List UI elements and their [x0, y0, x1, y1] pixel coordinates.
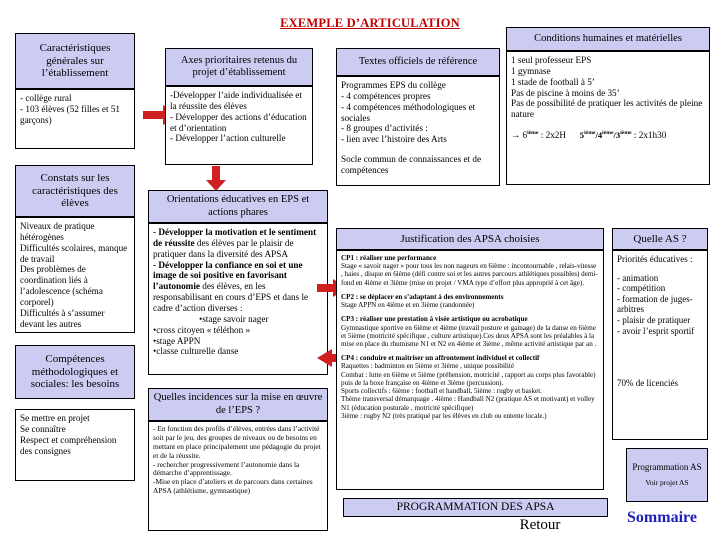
conditions-header: Conditions humaines et matérielles — [506, 27, 710, 51]
incidences-body — [148, 421, 328, 531]
textes-line: - 4 compétences méthodologiques et sociales — [341, 101, 476, 123]
horaire-sup: ième — [584, 130, 596, 137]
orientations-bullet: •stage savoir nager — [199, 313, 269, 324]
constats-body — [15, 217, 135, 333]
constats-line: Des problèmes de coordination liés à l’adolescence (schéma corporel) — [20, 264, 103, 308]
horaire-level: /3 — [613, 130, 621, 141]
horaire-arrow-label: → 6 — [511, 130, 528, 141]
cp4-title: CP4 : conduire et maîtriser un affrontement individuel et collectif — [341, 354, 540, 363]
incidences-line: - rechercher progressivement l’autonomie dans la démarche d’apprentissage. — [153, 459, 300, 478]
quelle-as-line: - compétition — [617, 283, 666, 294]
horaire-level: 5 — [579, 130, 585, 141]
quelle-as-line: - animation — [617, 272, 659, 283]
caracteristiques-line: - 103 élèves (52 filles et 51 garçons) — [20, 103, 121, 125]
programmation-as-title: Programmation AS — [632, 462, 702, 473]
programmation-apsa-button[interactable]: PROGRAMMATION DES APSA — [343, 498, 608, 517]
horaire-sup: ième — [527, 130, 539, 137]
quelle-as-header: Quelle AS ? — [612, 228, 708, 250]
cp4-line: 3ième : rugby N2 (très pratiqué par les élèves en club ou entente locale.) — [341, 411, 547, 420]
arrow-down-icon — [205, 166, 227, 192]
axes-line: - Développer l’action culturelle — [170, 133, 286, 144]
orientations-body — [148, 223, 328, 375]
constats-line: Difficultés à s’assumer devant les autres — [20, 307, 105, 329]
axes-line: -Développer l’aide individualisée et la réussite des élèves — [170, 90, 302, 111]
conditions-line: 1 seul professeur EPS — [511, 55, 592, 65]
conditions-spacer — [511, 120, 705, 130]
page-title: EXEMPLE D’ARTICULATION — [280, 16, 460, 30]
incidences-line: -Mise en place d’ateliers et de parcours dans certaines APSA (athlétisme, gymnastique) — [153, 477, 313, 496]
competences-body — [15, 409, 135, 481]
orientations-bullet: •cross citoyen « téléthon » — [153, 324, 251, 335]
quelle-as-subtitle: Priorités éducatives : — [617, 254, 693, 264]
caracteristiques-body — [15, 89, 135, 149]
cp2-title: CP2 : se déplacer en s’adaptant à des environnements — [341, 292, 504, 301]
textes-spacer — [341, 145, 495, 154]
axes-body — [165, 86, 313, 165]
conditions-line: Pas de piscine à moins de 35’ — [511, 87, 620, 98]
competences-line: Respect et compréhension des consignes — [20, 434, 117, 456]
cp4-line: Sports collectifs : 6ième : football et handball, 5ième : rugby et basket. — [341, 387, 542, 396]
cp4-line: Combat : lutte en 6ième et 5ième (préhension, motricité , rapport au corps plus favorable) puis de la boxe française en 4ième et 3ième (percussion). — [341, 370, 596, 387]
cp4-line: Raquettes : badminton en 5ième et 3ième , unique possibilité — [341, 362, 514, 371]
quelle-as-footer: 70% de licenciés — [617, 378, 678, 389]
horaire-level: /4 — [595, 130, 603, 141]
orientations-paragraph — [153, 227, 323, 260]
horaire-value: : 2x2H — [538, 130, 567, 141]
axes-header: Axes prioritaires retenus du projet d’établissement — [165, 48, 313, 86]
textes-line: Programmes EPS du collège — [341, 80, 446, 90]
competences-line: Se connaître — [20, 423, 66, 434]
programmation-as-button[interactable] — [626, 448, 708, 502]
cp3-body: Gymnastique sportive en 6ième et 4ième (travail posture et gainage) de la danse en 6ième et 5ième (motricité spécifique , culture artistique).Ces deux APSA sont les préalables à la mise en place du rhumisme N1 et N2 en 4ième et 3ième , même activité artistique par an . — [341, 323, 597, 348]
sommaire-link[interactable]: Sommaire — [627, 509, 697, 526]
cp1-title: CP1 : réaliser une performance — [341, 254, 437, 262]
textes-line: - lien avec l’histoire des Arts — [341, 134, 447, 145]
spacer — [617, 265, 703, 273]
conditions-line: Pas de possibilité de pratiquer les activités de pleine nature — [511, 98, 703, 120]
horaire-sup: ième — [602, 130, 614, 137]
conditions-horaires — [511, 130, 705, 141]
conditions-body — [506, 51, 710, 185]
caracteristiques-line: - collège rural — [20, 93, 72, 103]
horaire-value: : 2x1h30 — [631, 130, 667, 141]
constats-line: Difficultés scolaires, manque de travail — [20, 242, 128, 264]
spacer — [617, 336, 703, 378]
cp3-title: CP3 : réaliser une prestation à visée artistique ou acrobatique — [341, 315, 528, 324]
orientations-paragraph — [153, 260, 323, 314]
cp4-line: Thème transversal démarquage . 4ième : Handball N2 (pratique AS et motivant) et volley N1 (éducation posturale , motricité spécifique) — [341, 395, 595, 412]
textes-body — [336, 76, 500, 186]
caracteristiques-header: Caractéristiques générales sur l’établissement — [15, 33, 135, 89]
incidences-line: - En fonction des profils d’élèves, entrées dans l’activité soit par le jeu, des groupes de niveaux ou de besoins en mettant en place principalement une pédagogie du projet et de la réussite. — [153, 424, 321, 460]
cp1-body: Stage « savoir nager » pour tous les non nageurs en 6ième : incontournable , relais-vitesse , haies , disque en 6ième (défi contre soi et les autres parcours athlétiques possibles) demi-fond en 4ième et 3ième (mise en projet / VMA type d’effort plus approprié à cet âge). — [341, 262, 598, 287]
retour-link[interactable]: Retour — [519, 517, 561, 533]
orientations-bullet: •stage APPN — [153, 335, 201, 346]
orientations-p1-bold: - Développer la motivation et le sentiment de réussite — [153, 227, 317, 248]
quelle-as-line: - avoir l’esprit sportif — [617, 325, 695, 336]
orientations-p2-rest: des élèves, en les responsabilisant en cours d’EPS et dans le cadre d’action diverses : — [153, 281, 309, 314]
conditions-line: 1 gymnase — [511, 65, 551, 76]
quelle-as-line: - formation de juges- arbitres — [617, 293, 693, 315]
quelle-as-body — [612, 250, 708, 440]
programmation-as-subtitle: Voir projet AS — [645, 478, 689, 488]
competences-line: Se mettre en projet — [20, 413, 90, 423]
orientations-bullet: •classe culturelle danse — [153, 346, 239, 357]
horaire-sup: ième — [620, 130, 632, 137]
textes-header: Textes officiels de référence — [336, 48, 500, 76]
justification-header: Justification des APSA choisies — [336, 228, 604, 250]
constats-header: Constats sur les caractéristiques des élèves — [15, 165, 135, 217]
axes-line: - Développer des actions d’éducation et d’orientation — [170, 111, 307, 133]
orientations-p2-bold: - Développer la confiance en soi et une image de soi positive en favorisant l’autonomie — [153, 259, 303, 292]
orientations-p1-rest: des élèves par le plaisir de pratiquer dans la diversité des APSA — [153, 237, 294, 259]
cp2-body: Stage APPN en 4ième et en 3ième (randonnée) — [341, 301, 475, 310]
competences-header: Compétences méthodologiques et sociales: les besoins — [15, 345, 135, 399]
constats-line: Niveaux de pratique hétérogènes — [20, 221, 95, 242]
quelle-as-line: - plaisir de pratiquer — [617, 315, 691, 326]
orientations-header: Orientations éducatives en EPS et actions phares — [148, 190, 328, 223]
conditions-line: 1 stade de football à 5’ — [511, 76, 595, 87]
textes-line: - 4 compétences propres — [341, 90, 431, 101]
justification-body — [336, 250, 604, 490]
textes-socle: Socle commun de connaissances et de compétences — [341, 154, 482, 176]
textes-line: - 8 groupes d’activités : — [341, 123, 428, 134]
incidences-header: Quelles incidences sur la mise en œuvre de l’EPS ? — [148, 388, 328, 421]
